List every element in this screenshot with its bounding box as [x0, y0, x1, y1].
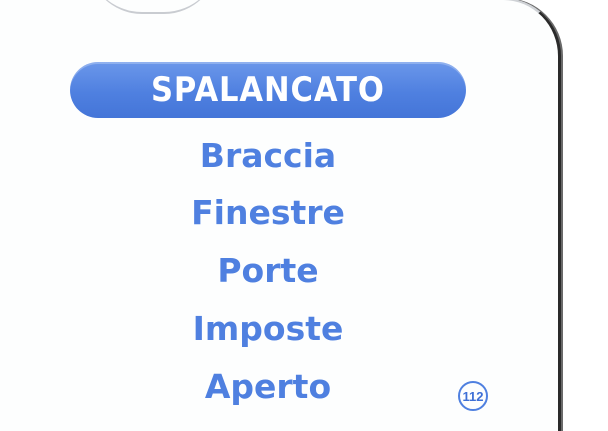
card-top-decoration [88, 0, 218, 14]
word-item: Finestre [191, 193, 345, 232]
title-banner [70, 62, 466, 118]
word-item: Braccia [199, 136, 337, 175]
page-number-badge: 112 [458, 381, 488, 411]
word-item: Imposte [192, 309, 344, 348]
word-item: Porte [217, 251, 319, 290]
word-item: Aperto [204, 367, 332, 406]
card-title: SPALANCATO [151, 70, 385, 110]
